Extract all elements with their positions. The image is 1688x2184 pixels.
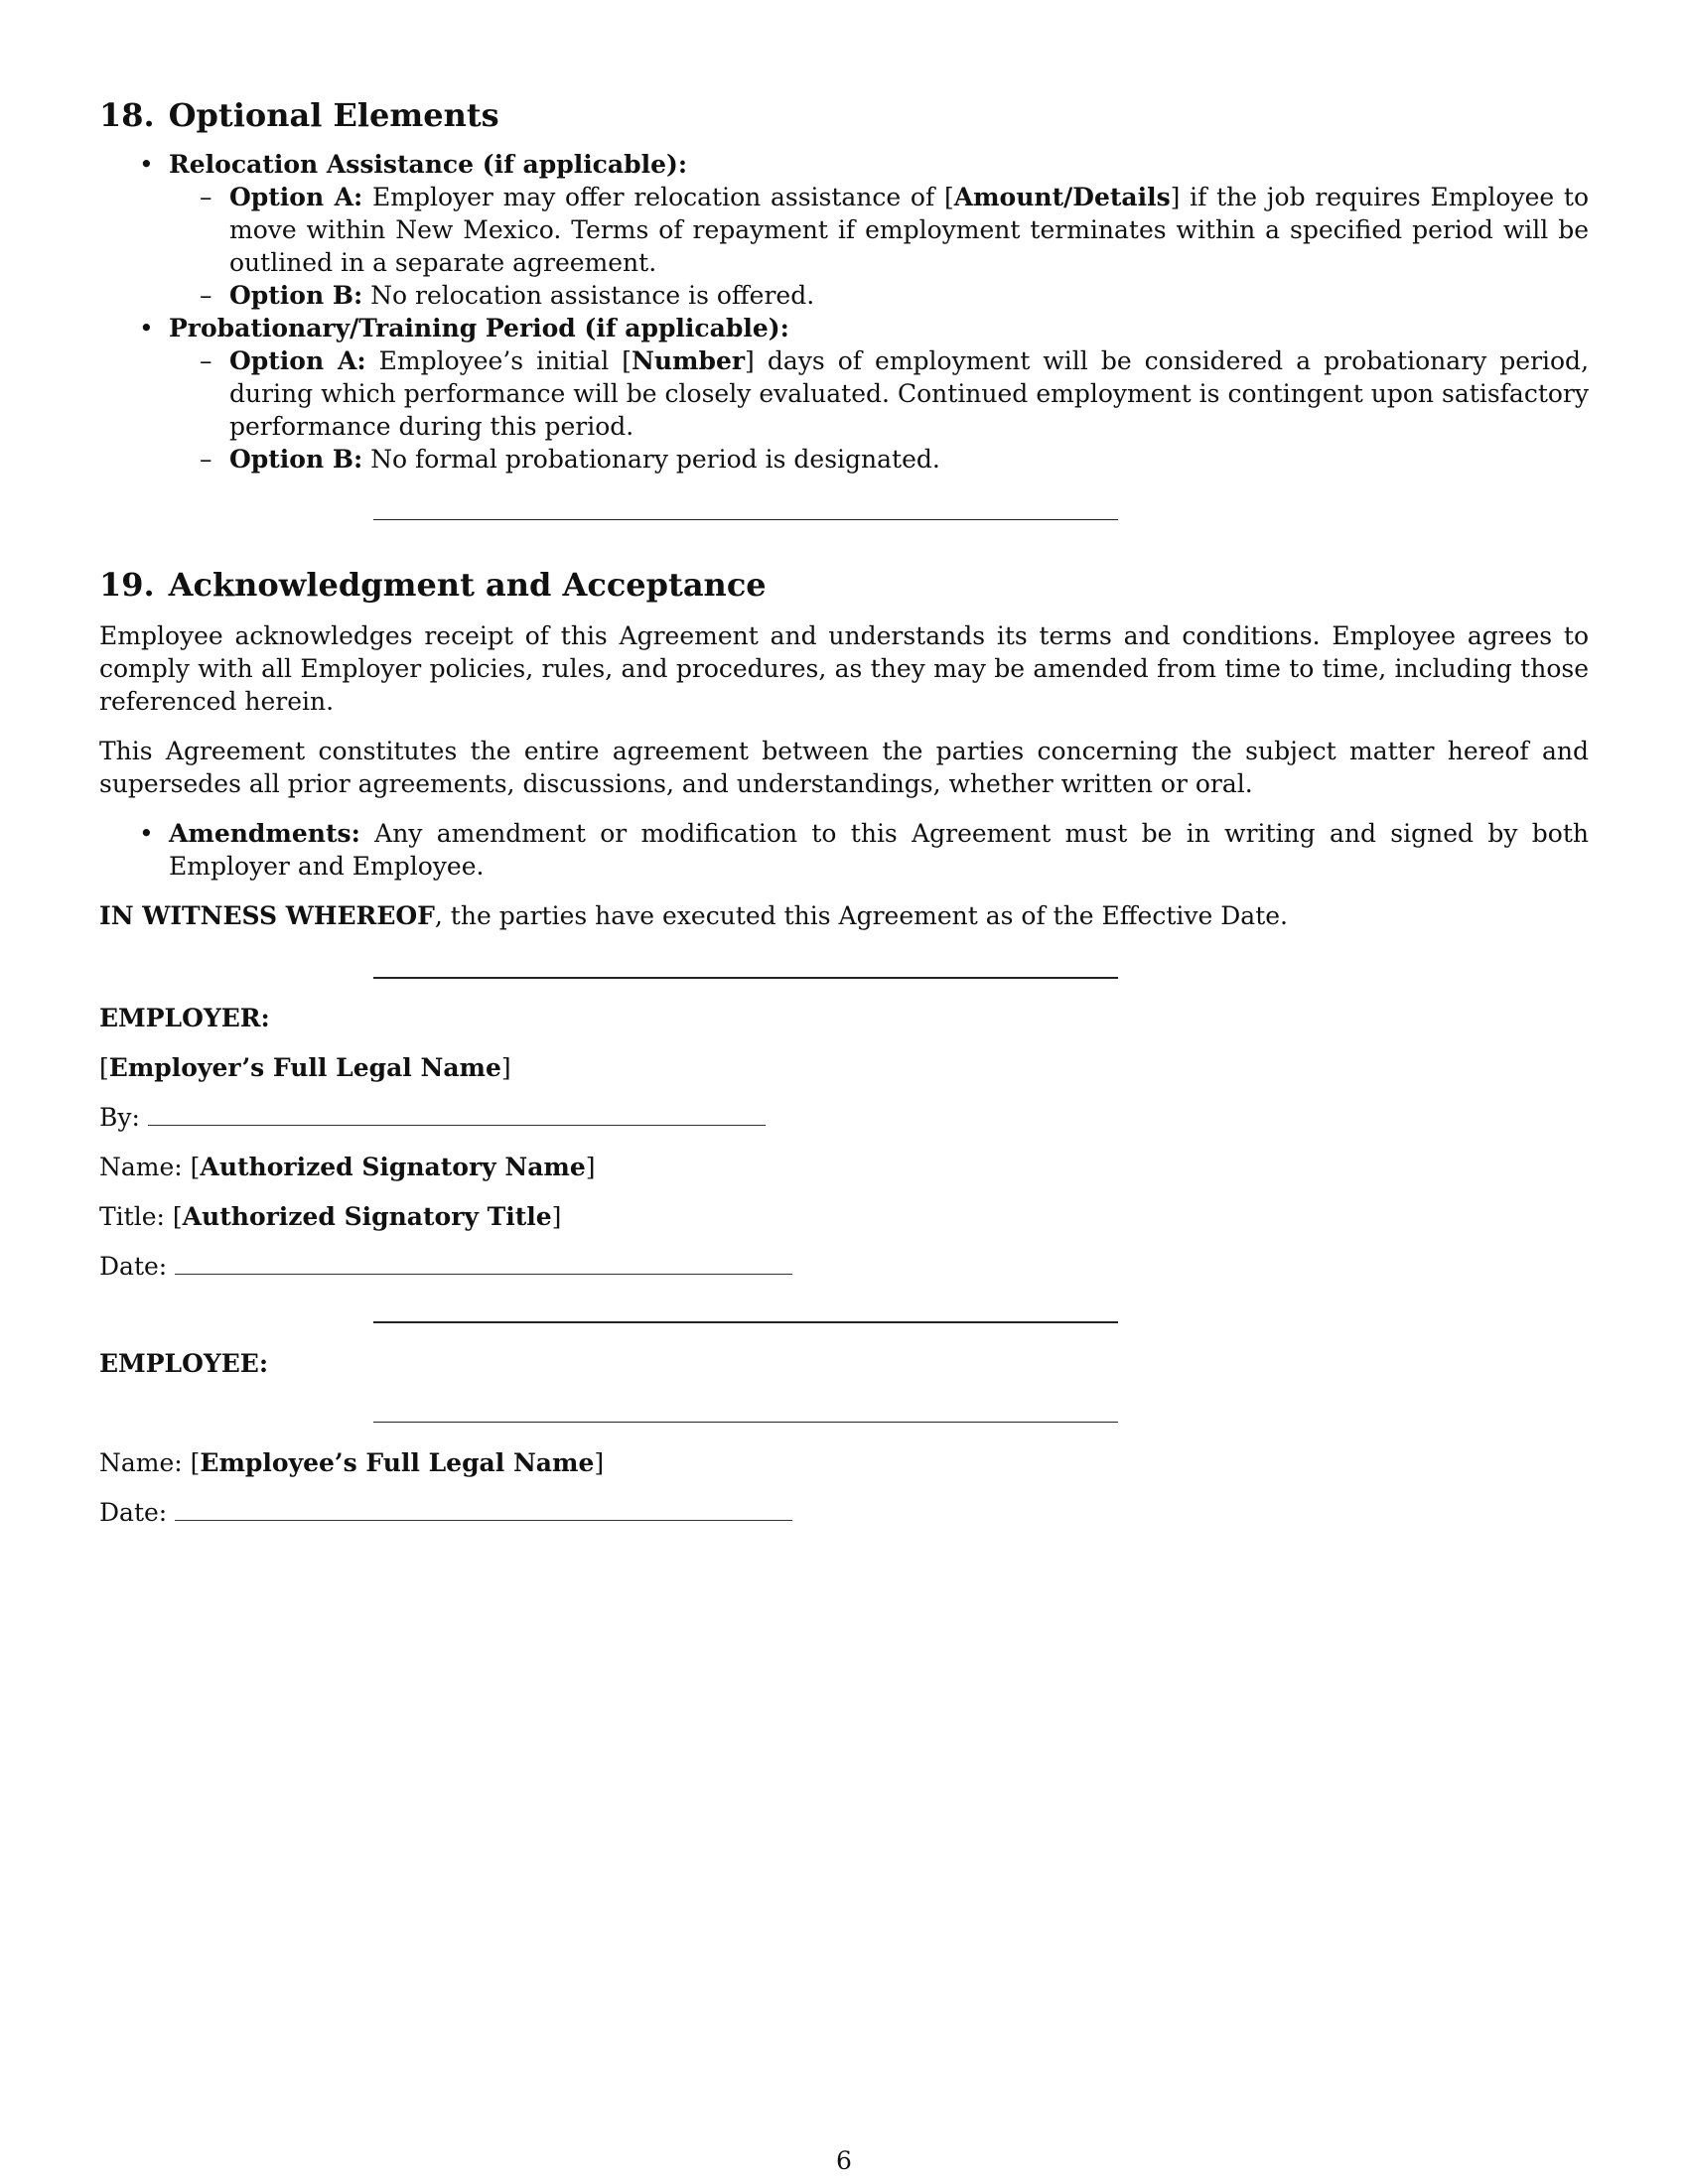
option-label: Option B:: [229, 445, 363, 474]
page-number: 6: [836, 2146, 852, 2175]
section-18-heading: [99, 94, 1589, 136]
signature-divider: [373, 977, 1118, 979]
amendments-text: Any amendment or modification to this Agreement must be in writing and signed by both Employer and Employee.: [169, 819, 1589, 881]
relocation-option-b: [169, 279, 1589, 312]
relocation-options: [169, 181, 1589, 312]
option-text: Employer may offer relocation assistance of [: [372, 183, 954, 211]
employee-heading-text: EMPLOYEE:: [99, 1349, 269, 1378]
witness-paragraph: [99, 899, 1589, 932]
field-label: Title:: [99, 1202, 165, 1231]
field-label: Date:: [99, 1498, 168, 1527]
employee-heading: [99, 1347, 1589, 1380]
section-title: Optional Elements: [168, 96, 499, 134]
employer-heading-text: EMPLOYER:: [99, 1004, 270, 1032]
acknowledgment-paragraph: Employee acknowledges receipt of this Agreement and understands its terms and conditions. Employee agrees to comply with all Employer policies, rules, and procedures, as they may be amended from time to time, including those referenced herein.: [99, 621, 1589, 716]
option-label: Option B:: [229, 281, 363, 310]
placeholder: Number: [631, 346, 746, 375]
witness-label: IN WITNESS WHEREOF: [99, 901, 435, 930]
entire-agreement-paragraph: This Agreement constitutes the entire agreement between the parties concerning the subject matter hereof and supersedes all prior agreements, discussions, and understandings, whether written or oral.: [99, 737, 1589, 798]
signature-line[interactable]: [148, 1101, 766, 1126]
section-number: 19.: [99, 566, 155, 604]
date-line[interactable]: [175, 1250, 792, 1275]
employee-block: [99, 1347, 1589, 1380]
witness-text: , the parties have executed this Agreement as of the Effective Date.: [434, 901, 1289, 930]
field-label: Name:: [99, 1153, 183, 1181]
placeholder: Authorized Signatory Name: [200, 1153, 586, 1181]
option-text: ] if the job requires Employee to move within New Mexico. Terms of repayment if employment terminates within a specified period will be outlined in a separate agreement.: [229, 183, 1590, 277]
list-item-probation: [99, 312, 1589, 476]
option-text: Employee’s initial [: [378, 346, 632, 375]
document-page: [99, 94, 1589, 476]
section-19: [99, 564, 1589, 932]
option-text: No formal probationary period is designated.: [370, 445, 940, 474]
employer-block: [99, 1002, 1589, 1283]
employer-date-line: [99, 1250, 1589, 1283]
probation-option-a: [169, 344, 1589, 443]
option-text: ] days of employment will be considered a probationary period, during which performance will be closely evaluated. Continued employment is contingent upon satisfactory performance during this period.: [229, 346, 1590, 441]
employer-name-line: Name: [Authorized Signatory Name]: [99, 1153, 596, 1181]
field-label: By:: [99, 1103, 140, 1132]
list-item-amendments: [99, 817, 1589, 883]
probation-heading: Probationary/Training Period (if applicable):: [169, 314, 789, 342]
employee-fields: [99, 1446, 1589, 1529]
option-label: Option A:: [229, 346, 366, 375]
date-line[interactable]: [175, 1496, 792, 1521]
employee-name-line: Name: [Employee’s Full Legal Name]: [99, 1448, 605, 1477]
placeholder: Employer’s Full Legal Name: [108, 1053, 501, 1082]
employer-by-line: [99, 1101, 1589, 1134]
amendments-label: Amendments:: [169, 819, 360, 848]
amendments-list: [99, 817, 1589, 883]
section-divider: [373, 519, 1118, 520]
placeholder: Authorized Signatory Title: [182, 1202, 552, 1231]
employer-heading: [99, 1002, 1589, 1034]
relocation-heading: Relocation Assistance (if applicable):: [169, 150, 688, 179]
field-label: Date:: [99, 1252, 168, 1281]
section-title: Acknowledgment and Acceptance: [168, 566, 767, 604]
option-label: Option A:: [229, 183, 363, 211]
employer-title-line: Title: [Authorized Signatory Title]: [99, 1202, 562, 1231]
placeholder: Employee’s Full Legal Name: [200, 1448, 595, 1477]
probation-options: [169, 344, 1589, 476]
employee-signature-line[interactable]: [373, 1422, 1118, 1423]
list-item-relocation: [99, 148, 1589, 312]
employee-date-line: [99, 1496, 1589, 1529]
probation-option-b: [169, 443, 1589, 476]
section-number: 18.: [99, 96, 155, 134]
placeholder: Amount/Details: [953, 183, 1171, 211]
section-19-heading: [99, 564, 1589, 606]
signature-divider: [373, 1321, 1118, 1323]
option-text: No relocation assistance is offered.: [370, 281, 815, 310]
field-label: Name:: [99, 1448, 183, 1477]
employer-legal-name: [Employer’s Full Legal Name]: [99, 1053, 511, 1082]
relocation-option-a: [169, 181, 1589, 279]
optional-elements-list: [99, 148, 1589, 476]
